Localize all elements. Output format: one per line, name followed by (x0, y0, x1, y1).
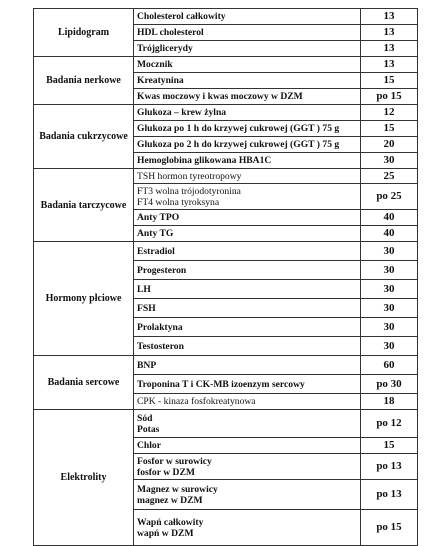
price-cell: 13 (361, 41, 418, 57)
test-name-line: HDL cholesterol (137, 27, 204, 38)
price-cell: 13 (361, 57, 418, 73)
price-cell: 40 (361, 226, 418, 242)
test-name-cell (134, 73, 361, 89)
price-cell: 13 (361, 25, 418, 41)
test-name-line: Cholesterol całkowity (137, 11, 226, 22)
test-name-line: Chlor (137, 440, 161, 451)
price-cell: 30 (361, 318, 418, 337)
price-cell: 13 (361, 9, 418, 25)
price-cell: 30 (361, 337, 418, 356)
test-name-cell (134, 184, 361, 210)
test-name-line: Kreatynina (137, 75, 184, 86)
price-cell: 15 (361, 121, 418, 137)
test-name-cell (134, 410, 361, 438)
test-name-line: Wapń całkowity (137, 516, 204, 528)
test-name-line: Anty TG (137, 228, 174, 239)
test-name-cell (134, 454, 361, 480)
test-name-line: Hemoglobina glikowana HBA1C (137, 155, 272, 166)
price-cell: po 13 (361, 454, 418, 480)
test-name-cell (134, 480, 361, 510)
price-cell: 30 (361, 261, 418, 280)
table-row (34, 242, 418, 261)
test-name-line: Sód (137, 412, 153, 424)
category-cell: Badania tarczycowe (34, 169, 134, 242)
price-cell: 12 (361, 105, 418, 121)
test-name-cell (134, 9, 361, 25)
price-cell: 18 (361, 394, 418, 410)
price-cell: 60 (361, 356, 418, 375)
test-name-cell (134, 57, 361, 73)
test-name-line: Fosfor w surowicy (137, 455, 212, 467)
test-name-line: Prolaktyna (137, 321, 183, 333)
test-name-cell (134, 299, 361, 318)
price-cell: po 25 (361, 184, 418, 210)
table-row (34, 410, 418, 438)
test-name-cell (134, 89, 361, 105)
test-name-line: Magnez w surowicy (137, 483, 218, 495)
table-row (34, 57, 418, 73)
test-name-line: Glukoza po 1 h do krzywej cukrowej (GGT ) 75 g (137, 123, 340, 134)
test-name-line: FSH (137, 302, 156, 314)
test-name-line: Anty TPO (137, 212, 180, 223)
test-name-line: BNP (137, 359, 157, 371)
test-name-cell (134, 242, 361, 261)
table-row (34, 105, 418, 121)
price-cell: 25 (361, 169, 418, 184)
test-name-line: Glukoza po 2 h do krzywej cukrowej (GGT ) 75 g (137, 139, 340, 150)
test-name-line: FT3 wolna trójodotyronina (137, 185, 241, 197)
category-cell: Hormony płciowe (34, 242, 134, 356)
test-name-line: LH (137, 283, 151, 295)
price-table (33, 8, 418, 546)
test-name-line: FT4 wolna tyroksyna (137, 196, 220, 208)
test-name-line: Trójglicerydy (137, 43, 193, 54)
test-name-line: fosfor w DZM (137, 466, 195, 478)
test-name-cell (134, 510, 361, 546)
test-name-cell (134, 121, 361, 137)
test-name-line: Mocznik (137, 59, 173, 70)
test-name-cell (134, 280, 361, 299)
test-name-cell (134, 41, 361, 57)
price-cell: 15 (361, 73, 418, 89)
price-cell: 30 (361, 280, 418, 299)
test-name-line: Troponina T i CK-MB izoenzym sercowy (137, 378, 305, 390)
price-cell: po 15 (361, 510, 418, 546)
test-name-line: Potas (137, 423, 160, 435)
price-cell: 40 (361, 210, 418, 226)
test-name-cell (134, 261, 361, 280)
price-cell: 30 (361, 299, 418, 318)
table-row (34, 169, 418, 184)
price-cell: 20 (361, 137, 418, 153)
test-name-cell (134, 438, 361, 454)
test-name-line: TSH hormon tyreotropowy (137, 170, 242, 182)
test-name-cell (134, 169, 361, 184)
test-name-line: CPK - kinaza fosfokreatynowa (137, 396, 256, 407)
price-cell: po 12 (361, 410, 418, 438)
test-name-cell (134, 137, 361, 153)
price-cell: po 30 (361, 375, 418, 394)
price-cell: po 13 (361, 480, 418, 510)
test-name-line: Glukoza – krew żylna (137, 107, 227, 118)
test-name-line: Estradiol (137, 245, 175, 257)
test-name-cell (134, 337, 361, 356)
category-cell: Badania cukrzycowe (34, 105, 134, 169)
test-name-cell (134, 318, 361, 337)
test-name-cell (134, 105, 361, 121)
category-cell: Badania nerkowe (34, 57, 134, 105)
category-cell: Lipidogram (34, 9, 134, 57)
test-name-line: Testosteron (137, 340, 184, 352)
test-name-cell (134, 210, 361, 226)
category-cell: Badania sercowe (34, 356, 134, 410)
test-name-cell (134, 226, 361, 242)
category-cell: Elektrolity (34, 410, 134, 546)
test-name-cell (134, 25, 361, 41)
test-name-cell (134, 356, 361, 375)
table-row (34, 9, 418, 25)
test-name-line: wapń w DZM (137, 527, 194, 539)
price-cell: 15 (361, 438, 418, 454)
table-row (34, 356, 418, 375)
price-table-body (34, 9, 418, 546)
test-name-line: magnez w DZM (137, 494, 203, 506)
test-name-line: Progesteron (137, 264, 187, 276)
price-cell: 30 (361, 242, 418, 261)
price-cell: po 15 (361, 89, 418, 105)
test-name-line: Kwas moczowy i kwas moczowy w DZM (137, 91, 303, 102)
test-name-cell (134, 153, 361, 169)
price-cell: 30 (361, 153, 418, 169)
test-name-cell (134, 394, 361, 410)
test-name-cell (134, 375, 361, 394)
